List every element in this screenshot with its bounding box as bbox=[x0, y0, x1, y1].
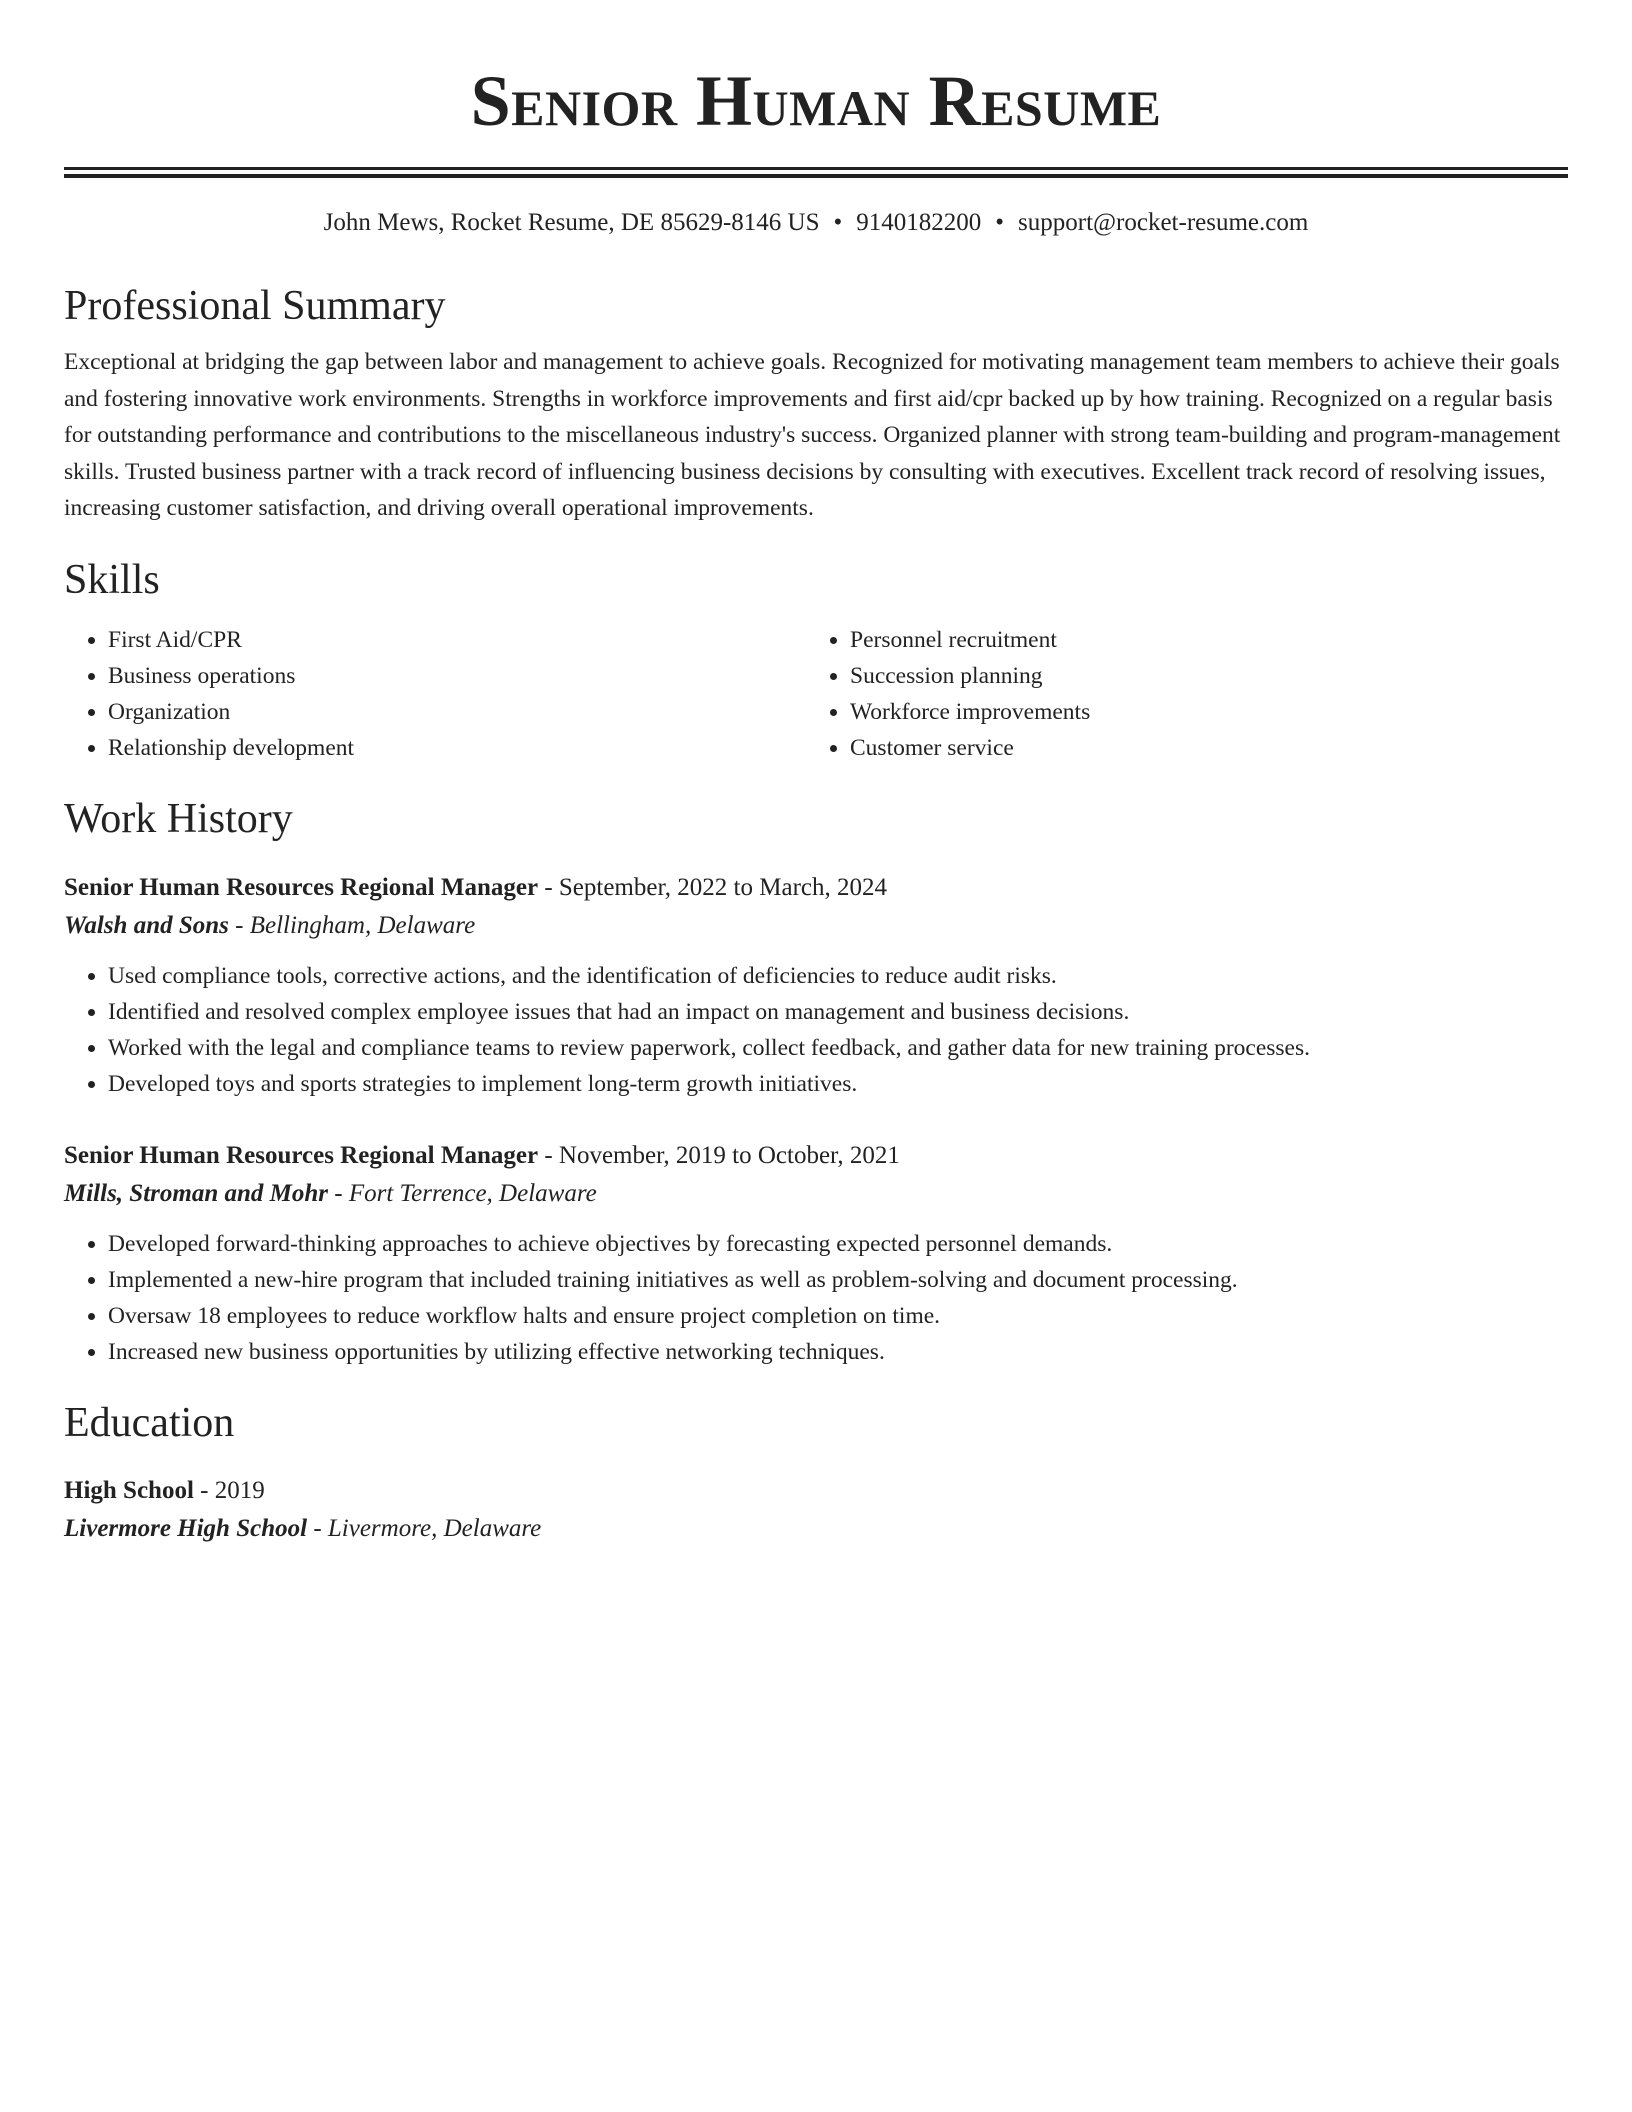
job-bullet: • Developed forward-thinking approaches to achieve objectives by forecasting expected personnel demands. bbox=[108, 1226, 1568, 1262]
job-bullets bbox=[64, 1226, 1568, 1370]
education-degree: High School bbox=[64, 1476, 194, 1504]
skills-column-left bbox=[64, 622, 806, 766]
job-bullet: • Oversaw 18 employees to reduce workflow halts and ensure project completion on time. bbox=[108, 1298, 1568, 1334]
education-school-line bbox=[64, 1509, 1568, 1549]
job-location: - Fort Terrence, Delaware bbox=[328, 1179, 597, 1207]
education-entry bbox=[64, 1473, 1568, 1549]
skill-item: • First Aid/CPR bbox=[108, 622, 806, 658]
work-history-heading: Work History bbox=[64, 795, 293, 842]
skill-item: • Organization bbox=[108, 694, 806, 730]
contact-separator: • bbox=[833, 209, 843, 236]
title-divider-bottom bbox=[64, 174, 1568, 178]
education-school: Livermore High School bbox=[64, 1514, 308, 1542]
job-bullets bbox=[64, 958, 1568, 1102]
education-degree-line bbox=[64, 1473, 1568, 1509]
education-heading: Education bbox=[64, 1399, 235, 1446]
skill-item: • Succession planning bbox=[850, 658, 1548, 694]
skill-item: • Customer service bbox=[850, 730, 1548, 766]
resume-title: Senior Human Resume bbox=[470, 61, 1162, 141]
job-bullet: • Implemented a new-hire program that included training initiatives as well as problem-solving and document processing. bbox=[108, 1262, 1568, 1298]
job-company: Walsh and Sons bbox=[64, 911, 229, 939]
contact-separator: • bbox=[995, 209, 1005, 236]
skills-heading: Skills bbox=[64, 556, 160, 603]
job-role: Senior Human Resources Regional Manager bbox=[64, 873, 539, 901]
education-year: - 2019 bbox=[193, 1476, 265, 1504]
skill-item: • Business operations bbox=[108, 658, 806, 694]
title-divider-top bbox=[64, 167, 1568, 170]
contact-line bbox=[64, 207, 1568, 239]
job-dates: - September, 2022 to March, 2024 bbox=[538, 873, 887, 901]
job-entry bbox=[64, 870, 1568, 1102]
skill-item: • Relationship development bbox=[108, 730, 806, 766]
job-bullet: • Used compliance tools, corrective actions, and the identification of deficiencies to reduce audit risks. bbox=[108, 958, 1568, 994]
contact-email: support@rocket-resume.com bbox=[1018, 209, 1309, 236]
summary-heading: Professional Summary bbox=[64, 283, 446, 329]
job-company-line bbox=[64, 906, 1568, 946]
skills-list bbox=[64, 622, 1568, 766]
education-location: - Livermore, Delaware bbox=[307, 1514, 542, 1542]
job-bullet: • Identified and resolved complex employee issues that had an impact on management and business decisions. bbox=[108, 994, 1568, 1030]
skills-column-right bbox=[806, 622, 1548, 766]
contact-address: John Mews, Rocket Resume, DE 85629-8146 US bbox=[323, 209, 820, 236]
job-title-line bbox=[64, 1138, 1568, 1174]
job-bullet: • Worked with the legal and compliance teams to review paperwork, collect feedback, and gather data for new training processes. bbox=[108, 1030, 1568, 1066]
skill-item: • Personnel recruitment bbox=[850, 622, 1548, 658]
contact-phone: 9140182200 bbox=[856, 209, 982, 236]
skill-item: • Workforce improvements bbox=[850, 694, 1548, 730]
job-role: Senior Human Resources Regional Manager bbox=[64, 1141, 539, 1169]
summary-text: Exceptional at bridging the gap between labor and management to achieve goals. Recognized for motivating management team members to achieve their goals and fostering innovative work environments. Strengths in workforce improvements and first aid/cpr backed up by how training. Recognized on a regular basis for outstanding performance and contributions to the miscellaneous industry's success. Organized planner with strong team-building and program-management skills. Trusted business partner with a track record of influencing business decisions by consulting with executives. Excellent track record of resolving issues, increasing customer satisfaction, and driving overall operational improvements. bbox=[64, 349, 1561, 521]
job-bullet: • Developed toys and sports strategies to implement long-term growth initiatives. bbox=[108, 1066, 1568, 1102]
job-title-line bbox=[64, 870, 1568, 906]
job-company: Mills, Stroman and Mohr bbox=[64, 1179, 328, 1207]
job-location: - Bellingham, Delaware bbox=[228, 911, 476, 939]
job-bullet: • Increased new business opportunities by utilizing effective networking techniques. bbox=[108, 1334, 1568, 1370]
job-entry bbox=[64, 1138, 1568, 1370]
job-dates: - November, 2019 to October, 2021 bbox=[538, 1141, 900, 1169]
job-company-line bbox=[64, 1174, 1568, 1214]
